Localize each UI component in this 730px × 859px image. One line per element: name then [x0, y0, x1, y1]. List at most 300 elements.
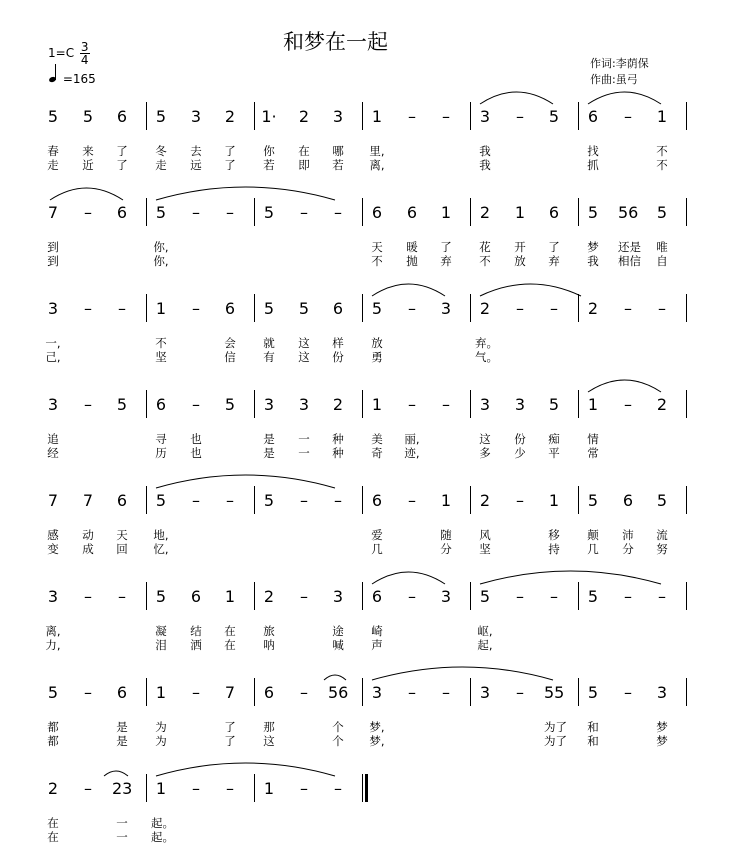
note: 1: [656, 107, 668, 126]
note: 5: [587, 203, 599, 222]
lyric-syllable: 走: [47, 158, 59, 172]
lyric-syllable: 己,: [45, 350, 61, 364]
note: –: [408, 587, 416, 606]
lyric-syllable: 个: [332, 720, 344, 734]
lyric-syllable: 梦: [656, 734, 668, 748]
song-title: 和梦在一起: [283, 30, 388, 54]
lyric-syllable: 若: [263, 158, 275, 172]
lyric-syllable: 颠: [587, 528, 599, 542]
lyric-syllable: 不: [656, 144, 668, 158]
lyric-syllable: 为了: [544, 734, 567, 748]
lyric-syllable: 风: [479, 528, 491, 542]
bar-line: [254, 582, 255, 610]
lyric-syllable: 个: [332, 734, 344, 748]
bar-line: [146, 678, 147, 706]
note: –: [408, 491, 416, 510]
note: –: [226, 203, 234, 222]
note: 1: [155, 779, 167, 798]
note: 1: [155, 683, 167, 702]
slur: [372, 667, 553, 680]
slur: [372, 284, 445, 296]
note: 5: [47, 107, 59, 126]
lyric-syllable: 那: [263, 720, 275, 734]
lyric-syllable: 坚: [155, 350, 167, 364]
lyric-syllable: 梦,: [369, 720, 385, 734]
note: –: [84, 683, 92, 702]
note: 6: [155, 395, 167, 414]
bar-line: [362, 198, 363, 226]
lyric-syllable: 份: [332, 350, 344, 364]
note: 6: [622, 491, 634, 510]
note: 5: [548, 395, 560, 414]
bar-line: [146, 102, 147, 130]
note: –: [442, 107, 450, 126]
note: –: [300, 683, 308, 702]
lyric-syllable: 也: [190, 432, 202, 446]
lyric-syllable: 努: [656, 542, 668, 556]
bar-line: [254, 390, 255, 418]
slur: [588, 380, 661, 392]
lyric-syllable: 暖: [406, 240, 418, 254]
note: 3: [656, 683, 668, 702]
note: 2: [479, 203, 491, 222]
bar-line: [362, 102, 363, 130]
lyric-syllable: 是: [116, 734, 128, 748]
note: 6: [332, 299, 344, 318]
final-bar-line: [365, 774, 368, 802]
bar-line: [470, 102, 471, 130]
lyric-syllable: 了: [116, 158, 128, 172]
lyric-syllable: 里,: [369, 144, 385, 158]
lyric-syllable: 回: [116, 542, 128, 556]
note: 1: [440, 491, 452, 510]
note: 6: [371, 491, 383, 510]
lyric-syllable: 声: [371, 638, 383, 652]
note: 6: [116, 203, 128, 222]
note: –: [84, 395, 92, 414]
lyric-syllable: 了: [116, 144, 128, 158]
lyric-syllable: 一: [298, 432, 310, 446]
note: –: [192, 395, 200, 414]
lyric-syllable: 力,: [45, 638, 61, 652]
note: 5: [263, 491, 275, 510]
note: –: [334, 779, 342, 798]
lyric-syllable: 坚: [479, 542, 491, 556]
lyric-syllable: 都: [47, 734, 59, 748]
lyric-syllable: 了: [224, 144, 236, 158]
lyric-syllable: 痴: [548, 432, 560, 446]
lyric-syllable: 一,: [45, 336, 61, 350]
lyric-syllable: 岖,: [477, 624, 493, 638]
note: 1: [514, 203, 526, 222]
lyric-syllable: 你: [263, 144, 275, 158]
note: –: [84, 779, 92, 798]
lyric-syllable: 这: [479, 432, 491, 446]
bar-line: [686, 294, 687, 322]
lyric-syllable: 近: [82, 158, 94, 172]
lyric-syllable: 不: [479, 254, 491, 268]
note: 55: [544, 683, 565, 702]
lyric-syllable: 分: [440, 542, 452, 556]
note: –: [408, 683, 416, 702]
note: 5: [82, 107, 94, 126]
lyric-syllable: 梦,: [369, 734, 385, 748]
note: 6: [548, 203, 560, 222]
lyric-syllable: 美: [371, 432, 383, 446]
note: –: [624, 107, 632, 126]
note: –: [516, 299, 524, 318]
lyric-syllable: 起。: [151, 816, 174, 830]
lyric-syllable: 呐: [263, 638, 275, 652]
note: –: [84, 299, 92, 318]
note: 2: [298, 107, 310, 126]
lyric-syllable: 这: [298, 350, 310, 364]
lyric-syllable: 你,: [153, 240, 169, 254]
lyric-syllable: 在: [47, 830, 59, 844]
lyric-syllable: 和: [587, 734, 599, 748]
tempo-value: =165: [62, 72, 96, 86]
lyric-syllable: 了: [224, 734, 236, 748]
note: –: [516, 491, 524, 510]
note: 6: [224, 299, 236, 318]
note: 7: [82, 491, 94, 510]
lyric-syllable: 弃: [440, 254, 452, 268]
note: 3: [479, 395, 491, 414]
note: –: [192, 491, 200, 510]
lyric-syllable: 几: [587, 542, 599, 556]
lyric-syllable: 种: [332, 432, 344, 446]
note: 3: [47, 299, 59, 318]
note: –: [334, 491, 342, 510]
lyric-syllable: 有: [263, 350, 275, 364]
note: 3: [514, 395, 526, 414]
note: –: [300, 779, 308, 798]
lyric-syllable: 我: [587, 254, 599, 268]
lyricist-credit: 作词:李荫保: [590, 57, 649, 70]
lyric-syllable: 成: [82, 542, 94, 556]
time-signature-top: 3: [80, 40, 89, 54]
note: 1: [263, 779, 275, 798]
note: 2: [224, 107, 236, 126]
note: –: [84, 587, 92, 606]
lyric-syllable: 若: [332, 158, 344, 172]
lyric-syllable: 泪: [155, 638, 167, 652]
lyric-syllable: 流: [656, 528, 668, 542]
bar-line: [362, 774, 363, 802]
lyric-syllable: 在: [47, 816, 59, 830]
note: 5: [587, 491, 599, 510]
bar-line: [146, 294, 147, 322]
note: –: [516, 587, 524, 606]
lyric-syllable: 种: [332, 446, 344, 460]
bar-line: [470, 390, 471, 418]
lyric-syllable: 多: [479, 446, 491, 460]
note: –: [658, 587, 666, 606]
lyric-syllable: 这: [298, 336, 310, 350]
lyric-syllable: 为了: [544, 720, 567, 734]
lyric-syllable: 忆,: [153, 542, 169, 556]
lyric-syllable: 追: [47, 432, 59, 446]
bar-line: [362, 390, 363, 418]
note: –: [300, 491, 308, 510]
bar-line: [686, 198, 687, 226]
note: 2: [479, 491, 491, 510]
note: –: [334, 203, 342, 222]
lyric-syllable: 动: [82, 528, 94, 542]
lyric-syllable: 都: [47, 720, 59, 734]
lyric-syllable: 洒: [190, 638, 202, 652]
note: 5: [298, 299, 310, 318]
note: 5: [224, 395, 236, 414]
lyric-syllable: 哪: [332, 144, 344, 158]
lyric-syllable: 冬: [155, 144, 167, 158]
lyric-syllable: 天: [116, 528, 128, 542]
note: 3: [47, 395, 59, 414]
lyric-syllable: 地,: [153, 528, 169, 542]
note: 7: [47, 491, 59, 510]
bar-line: [686, 390, 687, 418]
lyric-syllable: 信: [224, 350, 236, 364]
note: 5: [155, 203, 167, 222]
key-signature: [48, 41, 90, 66]
note: 1: [224, 587, 236, 606]
lyric-syllable: 是: [263, 432, 275, 446]
note: 5: [155, 587, 167, 606]
bar-line: [254, 198, 255, 226]
slur: [588, 92, 661, 104]
lyric-syllable: 爱: [371, 528, 383, 542]
lyric-syllable: 移: [548, 528, 560, 542]
note: 5: [116, 395, 128, 414]
lyric-syllable: 抛: [406, 254, 418, 268]
bar-line: [686, 486, 687, 514]
slur: [156, 763, 335, 776]
note: 5: [263, 203, 275, 222]
note: –: [192, 779, 200, 798]
note: –: [624, 683, 632, 702]
lyric-syllable: 我: [479, 144, 491, 158]
lyric-syllable: 起。: [151, 830, 174, 844]
composer-credit: 作曲:虽弓: [590, 73, 638, 86]
note: 6: [190, 587, 202, 606]
slur: [480, 284, 581, 296]
note: 3: [479, 107, 491, 126]
lyric-syllable: 不: [656, 158, 668, 172]
bar-line: [362, 582, 363, 610]
note: 1: [371, 395, 383, 414]
note: 6: [263, 683, 275, 702]
note: –: [442, 683, 450, 702]
note: –: [408, 107, 416, 126]
lyric-syllable: 为: [155, 720, 167, 734]
note: 5: [587, 587, 599, 606]
note: 2: [47, 779, 59, 798]
lyric-syllable: 自: [656, 254, 668, 268]
note: 6: [116, 491, 128, 510]
lyric-syllable: 弃: [548, 254, 560, 268]
lyric-syllable: 崎: [371, 624, 383, 638]
note: –: [550, 299, 558, 318]
note: 5: [47, 683, 59, 702]
note: 3: [263, 395, 275, 414]
lyric-syllable: 在: [224, 624, 236, 638]
lyric-syllable: 唯: [656, 240, 668, 254]
lyric-syllable: 样: [332, 336, 344, 350]
key-text: 1=C: [48, 46, 75, 60]
lyric-syllable: 少: [514, 446, 526, 460]
lyric-syllable: 分: [622, 542, 634, 556]
bar-line: [578, 486, 579, 514]
bar-line: [254, 774, 255, 802]
note: 5: [479, 587, 491, 606]
slur: [480, 571, 661, 584]
lyric-syllable: 了: [224, 158, 236, 172]
lyric-syllable: 放: [514, 254, 526, 268]
note: –: [550, 587, 558, 606]
lyric-syllable: 花: [479, 240, 491, 254]
note: 5: [548, 107, 560, 126]
note: 5: [263, 299, 275, 318]
lyric-syllable: 变: [47, 542, 59, 556]
bar-line: [686, 102, 687, 130]
lyric-syllable: 寻: [155, 432, 167, 446]
lyric-syllable: 不: [371, 254, 383, 268]
lyric-syllable: 放: [371, 336, 383, 350]
bar-line: [578, 678, 579, 706]
lyric-syllable: 随: [440, 528, 452, 542]
lyric-syllable: 弃。: [475, 336, 498, 350]
lyric-syllable: 了: [548, 240, 560, 254]
bar-line: [146, 390, 147, 418]
bar-line: [146, 774, 147, 802]
lyric-syllable: 常: [587, 446, 599, 460]
lyric-syllable: 沛: [622, 528, 634, 542]
note: 7: [47, 203, 59, 222]
lyric-syllable: 远: [190, 158, 202, 172]
lyric-syllable: 勇: [371, 350, 383, 364]
note: 2: [263, 587, 275, 606]
lyric-syllable: 在: [298, 144, 310, 158]
note: 3: [371, 683, 383, 702]
bar-line: [254, 102, 255, 130]
lyric-syllable: 感: [47, 528, 59, 542]
lyric-syllable: 为: [155, 734, 167, 748]
note: –: [658, 299, 666, 318]
slur: [372, 572, 445, 584]
lyric-syllable: 还是: [618, 240, 641, 254]
note: 56: [618, 203, 639, 222]
bar-line: [686, 678, 687, 706]
note: 1: [587, 395, 599, 414]
note: 2: [479, 299, 491, 318]
note: –: [300, 203, 308, 222]
lyric-syllable: 途: [332, 624, 344, 638]
lyric-syllable: 了: [224, 720, 236, 734]
bar-line: [254, 486, 255, 514]
note: 6: [371, 203, 383, 222]
lyric-syllable: 了: [440, 240, 452, 254]
bar-line: [470, 486, 471, 514]
lyric-syllable: 一: [298, 446, 310, 460]
note: –: [624, 587, 632, 606]
note: 2: [587, 299, 599, 318]
note: 5: [656, 491, 668, 510]
slur: [104, 771, 128, 776]
note: 5: [155, 107, 167, 126]
slur: [156, 475, 335, 488]
note: 3: [332, 587, 344, 606]
bar-line: [146, 486, 147, 514]
slur: [156, 187, 335, 200]
lyric-syllable: 会: [224, 336, 236, 350]
lyric-syllable: 到: [47, 240, 59, 254]
note: –: [226, 779, 234, 798]
bar-line: [470, 582, 471, 610]
note: –: [442, 395, 450, 414]
bar-line: [578, 198, 579, 226]
note: 6: [371, 587, 383, 606]
note: –: [516, 683, 524, 702]
note: 7: [224, 683, 236, 702]
lyric-syllable: 起,: [477, 638, 493, 652]
time-signature: [80, 41, 90, 66]
lyric-syllable: 即: [298, 158, 310, 172]
lyric-syllable: 一: [116, 816, 128, 830]
time-signature-bottom: 4: [80, 53, 89, 67]
note: –: [118, 587, 126, 606]
tempo-marking: [49, 64, 96, 86]
lyric-syllable: 去: [190, 144, 202, 158]
bar-line: [578, 294, 579, 322]
note: –: [84, 203, 92, 222]
lyric-syllable: 相信: [618, 254, 641, 268]
bar-line: [146, 198, 147, 226]
lyric-syllable: 开: [514, 240, 526, 254]
note: 3: [440, 299, 452, 318]
bar-line: [146, 582, 147, 610]
note: –: [516, 107, 524, 126]
note: 2: [656, 395, 668, 414]
note: 3: [190, 107, 202, 126]
note: 1: [155, 299, 167, 318]
note: –: [408, 395, 416, 414]
lyric-syllable: 份: [514, 432, 526, 446]
lyric-syllable: 气。: [475, 350, 498, 364]
slur: [50, 188, 123, 200]
note: –: [624, 395, 632, 414]
lyric-syllable: 你,: [153, 254, 169, 268]
note: –: [192, 683, 200, 702]
note: –: [192, 203, 200, 222]
lyric-syllable: 春: [47, 144, 59, 158]
lyric-syllable: 持: [548, 542, 560, 556]
lyric-syllable: 不: [155, 336, 167, 350]
note: –: [408, 299, 416, 318]
note: 3: [47, 587, 59, 606]
note: –: [118, 299, 126, 318]
lyric-syllable: 平: [548, 446, 560, 460]
note: 3: [479, 683, 491, 702]
lyric-syllable: 我: [479, 158, 491, 172]
lyric-syllable: 是: [116, 720, 128, 734]
lyric-syllable: 是: [263, 446, 275, 460]
bar-line: [470, 678, 471, 706]
lyric-syllable: 历: [155, 446, 167, 460]
lyric-syllable: 迹,: [404, 446, 420, 460]
lyric-syllable: 抓: [587, 158, 599, 172]
note: 23: [112, 779, 133, 798]
note: –: [226, 491, 234, 510]
